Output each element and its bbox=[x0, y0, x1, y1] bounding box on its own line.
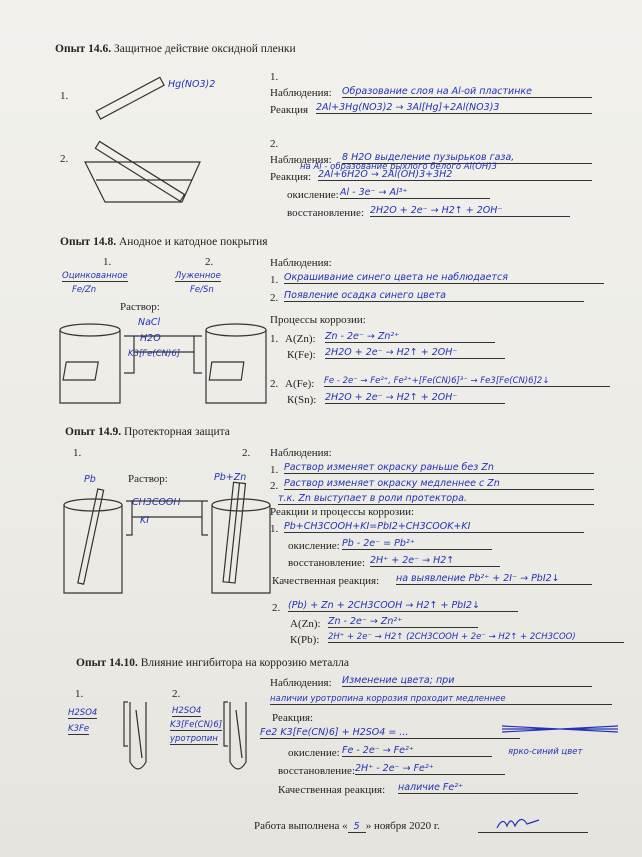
exp148-obs2-num: 2. bbox=[270, 292, 279, 304]
exp1410-obs-label: Наблюдения: bbox=[270, 677, 332, 689]
exp148-p1a: Zn - 2e⁻ → Zn²⁺ bbox=[325, 331, 495, 343]
exp146-react1: 2Al+3Hg(NO3)2 → 3Al[Hg]+2Al(NO3)3 bbox=[316, 102, 592, 114]
exp1410-title: Опыт 14.10. Влияние ингибитора на коррозию металла bbox=[76, 657, 350, 669]
exp149-fig1-num: 1. bbox=[73, 447, 82, 459]
exp1410-qual-label: Качественная реакция: bbox=[278, 784, 386, 796]
exp148-title: Опыт 14.8. Анодное и катодное покрытия bbox=[60, 236, 268, 248]
exp148-fig2-caption: Луженное bbox=[175, 271, 221, 281]
exp146-title: Опыт 14.6. Защитное действие оксидной пленки bbox=[55, 43, 296, 55]
exp146-red: 2H2O + 2e⁻ → H2↑ + 2OH⁻ bbox=[370, 205, 570, 217]
exp148-proc-label: Процессы коррозии: bbox=[270, 314, 366, 326]
exp148-obs-label: Наблюдения: bbox=[270, 257, 332, 269]
exp149-obs1: Раствор изменяет окраску раньше без Zn bbox=[284, 462, 594, 474]
exp148-fig2-caption2: Fe/Sn bbox=[190, 285, 214, 295]
exp146-react1-label: Реакция bbox=[270, 104, 309, 116]
exp1410-t1a: H2SO4 bbox=[68, 708, 98, 718]
exp148-obs1: Окрашивание синего цвета не наблюдается bbox=[284, 272, 604, 284]
exp1410-react-label: Реакция: bbox=[272, 712, 314, 724]
exp146-col2-num: 2. bbox=[270, 138, 279, 150]
exp149-beakers-drawing bbox=[62, 485, 272, 595]
exp149-obs2-num: 2. bbox=[270, 480, 279, 492]
exp149-red: 2H⁺ + 2e⁻ → H2↑ bbox=[370, 555, 500, 567]
exp146-obs1: Образование слоя на Al-ой пластинке bbox=[342, 86, 592, 98]
exp146-fig1-label: Hg(NO3)2 bbox=[168, 79, 216, 90]
exp149-a-label: А(Zn): bbox=[290, 618, 321, 630]
exp149-ox: Pb - 2e⁻ = Pb²⁺ bbox=[342, 538, 492, 550]
exp146-react2: 2Al+6H2O → 2Al(OH)3+3H2 bbox=[318, 169, 592, 181]
exp149-obs2-line1: Раствор изменяет окраску медленнее с Zn bbox=[284, 478, 594, 490]
exp149-r2-num: 2. bbox=[272, 602, 281, 614]
exp149-r2: (Pb) + Zn + 2CH3COOH → H2↑ + PbI2↓ bbox=[288, 600, 518, 612]
footer-day: 5 bbox=[348, 821, 366, 833]
exp149-obs2-line2: т.к. Zn выступает в роли протектора. bbox=[278, 493, 594, 505]
footer-completed: Работа выполнена « 5 » ноября 2020 г. bbox=[254, 820, 440, 832]
exp148-p2k-label: К(Sn): bbox=[287, 394, 317, 406]
exp149-solution-label: Раствор: bbox=[128, 473, 168, 485]
exp149-qual-label: Качественная реакция: bbox=[272, 575, 380, 587]
exp149-ox-label: окисление: bbox=[288, 540, 340, 552]
exp148-solution-label: Раствор: bbox=[120, 301, 160, 313]
exp149-title: Опыт 14.9. Протекторная защита bbox=[65, 426, 230, 438]
exp148-p1k-label: К(Fe): bbox=[287, 349, 316, 361]
exp1410-t2a: H2SO4 bbox=[172, 706, 202, 716]
exp1410-react-crossout bbox=[500, 722, 620, 736]
signature-mark bbox=[495, 812, 545, 832]
exp146-fig2-drawing bbox=[80, 140, 210, 210]
exp146-obs2-line2: на Al - образование рыхлого белого Al(OH)3 bbox=[300, 162, 498, 172]
exp146-ox-label: окисление: bbox=[287, 189, 339, 201]
exp1410-ox-label: окисление: bbox=[288, 747, 340, 759]
exp149-sol1: CH3COOH bbox=[132, 497, 181, 508]
exp148-fig1-caption: Оцинкованное bbox=[62, 271, 128, 281]
exp148-fig1-caption2: Fe/Zn bbox=[72, 285, 97, 295]
exp1410-tubes-drawing bbox=[100, 700, 260, 780]
exp149-fig1-label: Pb bbox=[84, 474, 96, 485]
exp1410-obs-line1: Изменение цвета; при bbox=[342, 675, 592, 687]
exp148-fig2-num: 2. bbox=[205, 256, 214, 268]
exp148-p2a-label: А(Fe): bbox=[285, 378, 315, 390]
exp1410-fig1-num: 1. bbox=[75, 688, 84, 700]
exp149-qual: на выявление Pb²⁺ + 2I⁻ → PbI2↓ bbox=[396, 573, 592, 585]
exp1410-obs-line2: наличии уротропина коррозия проходит медленнее bbox=[270, 694, 612, 705]
exp1410-red-label: восстановление: bbox=[278, 765, 355, 777]
exp1410-t2b: K3[Fe(CN)6] bbox=[170, 720, 223, 730]
exp149-r1: Pb+CH3COOH+KI=PbI2+CH3COOK+KI bbox=[284, 521, 584, 533]
exp148-obs1-num: 1. bbox=[270, 274, 279, 286]
exp148-p1-num: 1. bbox=[270, 333, 279, 345]
exp148-fig1-num: 1. bbox=[103, 256, 112, 268]
exp149-obs1-num: 1. bbox=[270, 464, 279, 476]
exp149-red-label: восстановление: bbox=[288, 557, 365, 569]
exp149-k2: 2H⁺ + 2e⁻ → H2↑ (2CH3COOH + 2e⁻ → H2↑ + 2CH3COO) bbox=[328, 632, 624, 643]
exp148-p2k: 2H2O + 2e⁻ → H2↑ + 2OH⁻ bbox=[325, 392, 505, 404]
exp1410-t2c: уротропин bbox=[170, 734, 218, 744]
signature-line bbox=[478, 832, 588, 833]
exp149-proc-label: Реакции и процессы коррозии: bbox=[270, 506, 415, 518]
exp149-fig2-num: 2. bbox=[242, 447, 251, 459]
exp146-red-label: восстановление: bbox=[287, 207, 364, 219]
exp1410-react-note: ярко-синий цвет bbox=[508, 747, 583, 757]
exp146-col1-num: 1. bbox=[270, 71, 279, 83]
exp146-react2-label: Реакция: bbox=[270, 171, 312, 183]
exp149-r1-num: 1. bbox=[270, 523, 279, 535]
exp146-obs2-label: Наблюдения: bbox=[270, 154, 332, 166]
exp148-p2-num: 2. bbox=[270, 378, 279, 390]
exp148-sol3: K3[Fe(CN)6] bbox=[128, 349, 181, 359]
exp146-fig1-num: 1. bbox=[60, 90, 69, 102]
exp148-beakers-drawing bbox=[58, 318, 268, 408]
exp148-p1a-label: А(Zn): bbox=[285, 333, 316, 345]
exp149-sol2: KI bbox=[140, 515, 150, 526]
exp148-p2a: Fe - 2e⁻ → Fe²⁺, Fe²⁺+[Fe(CN)6]³⁻ → Fe3[Fe(CN)6]2↓ bbox=[324, 376, 610, 387]
exp149-k-label: К(Pb): bbox=[290, 634, 320, 646]
exp1410-red: 2H⁺ - 2e⁻ → Fe²⁺ bbox=[355, 763, 505, 775]
exp1410-t1b: K3Fe bbox=[68, 724, 90, 734]
exp1410-qual: наличие Fe²⁺ bbox=[398, 782, 578, 794]
exp146-fig1-drawing bbox=[85, 80, 175, 120]
exp1410-react: Fe2 K3[Fe(CN)6] + H2SO4 = ... bbox=[260, 727, 520, 739]
exp148-sol2: H2O bbox=[140, 333, 161, 344]
exp148-obs2: Появление осадка синего цвета bbox=[284, 290, 584, 302]
exp148-sol1: NaCl bbox=[138, 317, 161, 328]
exp146-fig2-num: 2. bbox=[60, 153, 69, 165]
exp146-ox: Al - 3e⁻ → Al³⁺ bbox=[340, 187, 490, 199]
exp149-a2: Zn - 2e⁻ → Zn²⁺ bbox=[328, 616, 478, 628]
exp149-fig2-label: Pb+Zn bbox=[214, 472, 247, 483]
exp1410-fig2-num: 2. bbox=[172, 688, 181, 700]
exp1410-ox: Fe - 2e⁻ → Fe²⁺ bbox=[342, 745, 492, 757]
exp146-obs1-label: Наблюдения: bbox=[270, 87, 332, 99]
exp148-p1k: 2H2O + 2e⁻ → H2↑ + 2OH⁻ bbox=[325, 347, 505, 359]
exp149-obs-label: Наблюдения: bbox=[270, 447, 332, 459]
exp146-obs2-line1: 8 H2O выделение пузырьков газа, bbox=[342, 152, 592, 164]
